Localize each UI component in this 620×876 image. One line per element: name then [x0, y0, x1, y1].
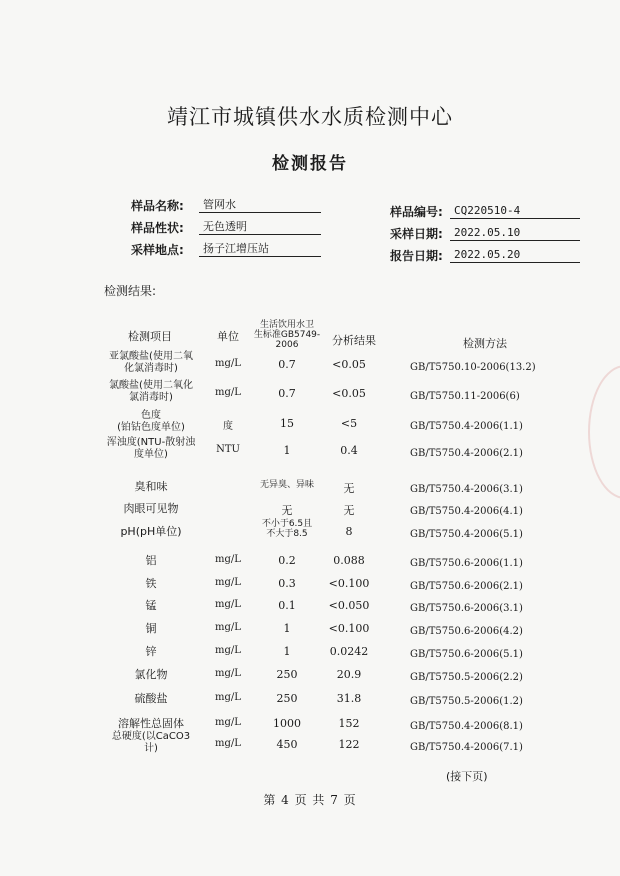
row-standard — [250, 444, 324, 457]
report-date-label: 报告日期: — [390, 249, 443, 263]
row-result: 122 — [338, 738, 360, 751]
row-method: GB/T5750.4-2006(4.1) — [410, 506, 523, 517]
sample-name-label: 样品名称: — [131, 199, 184, 213]
row-item-line: 计) — [144, 743, 158, 754]
row-result: <0.050 — [328, 599, 370, 612]
row-result: <0.05 — [332, 358, 366, 371]
row-item-line: 浑浊度(NTU-散射浊 — [106, 437, 196, 448]
row-standard-line: 无异臭、异味 — [259, 480, 314, 490]
row-method: GB/T5750.6-2006(4.2) — [410, 626, 523, 637]
row-result: 无 — [343, 504, 355, 517]
header-method: 检测方法 — [463, 337, 507, 350]
row-item-line: 氯化物 — [134, 668, 168, 681]
row-method: GB/T5750.6-2006(5.1) — [410, 649, 523, 660]
row-method: GB/T5750.4-2006(2.1) — [410, 448, 523, 459]
row-method: GB/T5750.4-2006(5.1) — [410, 529, 523, 540]
row-standard — [250, 577, 324, 590]
page-footer: 第 4 页 共 7 页 — [263, 793, 357, 807]
sample-property-label: 样品性状: — [131, 221, 184, 235]
row-item — [96, 500, 206, 516]
row-result: 8 — [345, 525, 353, 538]
row-result: <0.100 — [328, 577, 370, 590]
row-unit: 度 — [223, 421, 233, 432]
row-standard-line: 250 — [276, 668, 298, 681]
row-item — [96, 575, 206, 591]
row-standard-line: 0.3 — [278, 577, 296, 590]
row-result: 无 — [343, 482, 355, 495]
row-item — [96, 523, 206, 539]
row-method: GB/T5750.6-2006(3.1) — [410, 603, 523, 614]
row-result: 0.088 — [333, 554, 365, 567]
row-item-line: 氯酸盐(使用二氧化 — [109, 380, 193, 391]
red-seal-stamp — [588, 365, 620, 499]
row-item — [96, 731, 206, 755]
row-item-line: 度单位) — [134, 449, 168, 460]
row-item-line: pH(pH单位) — [120, 525, 182, 538]
row-item — [96, 715, 206, 731]
row-result: <0.100 — [328, 622, 370, 635]
row-standard-line: 450 — [276, 738, 298, 751]
row-standard — [250, 387, 324, 400]
row-item — [96, 620, 206, 636]
row-method: GB/T5750.6-2006(2.1) — [410, 581, 523, 592]
row-standard — [250, 417, 324, 430]
row-item-line: (铂钴色度单位) — [117, 422, 185, 433]
row-item-line: 亚氯酸盐(使用二氧 — [109, 351, 193, 362]
row-unit: NTU — [216, 444, 240, 455]
row-item-line: 铝 — [145, 554, 157, 567]
row-unit: mg/L — [215, 692, 241, 703]
report-title: 检测报告 — [272, 154, 348, 174]
row-standard — [250, 554, 324, 567]
row-item-line: 氯消毒时) — [129, 392, 173, 403]
row-result: 31.8 — [336, 692, 362, 705]
row-standard-line: 1 — [283, 444, 291, 457]
header-item: 检测项目 — [128, 330, 172, 343]
row-unit: mg/L — [215, 717, 241, 728]
row-standard-line: 0.7 — [278, 358, 296, 371]
sampling-location-label: 采样地点: — [131, 243, 184, 257]
row-unit: mg/L — [215, 738, 241, 749]
row-item — [96, 690, 206, 706]
row-method: GB/T5750.6-2006(1.1) — [410, 558, 523, 569]
row-standard — [250, 738, 324, 751]
row-item — [96, 380, 206, 404]
row-standard — [250, 480, 324, 490]
row-item-line: 锌 — [145, 645, 157, 658]
row-method: GB/T5750.5-2006(1.2) — [410, 696, 523, 707]
row-unit: mg/L — [215, 387, 241, 398]
row-unit: mg/L — [215, 645, 241, 656]
row-standard-line: 0.1 — [278, 599, 296, 612]
row-method: GB/T5750.10-2006(13.2) — [410, 362, 536, 373]
row-item-line: 铁 — [145, 577, 157, 590]
row-standard-line: 1 — [283, 622, 291, 635]
row-unit: mg/L — [215, 622, 241, 633]
report-date-value: 2022.05.20 — [450, 248, 580, 263]
row-standard — [250, 622, 324, 635]
row-method: GB/T5750.4-2006(3.1) — [410, 484, 523, 495]
row-standard — [250, 599, 324, 612]
sample-property-value: 无色透明 — [199, 220, 321, 235]
row-standard-line: 不小于6.5且 — [261, 519, 313, 529]
row-standard-line: 不大于8.5 — [266, 529, 308, 539]
sampling-date-value: 2022.05.10 — [450, 226, 580, 241]
sample-name-value: 管网水 — [199, 198, 321, 213]
row-item — [96, 351, 206, 375]
row-method: GB/T5750.11-2006(6) — [410, 391, 520, 402]
row-item-line: 臭和味 — [134, 480, 168, 493]
row-standard — [250, 668, 324, 681]
row-item-line: 化氯消毒时) — [124, 363, 178, 374]
row-standard-line: 无 — [281, 504, 293, 517]
row-standard — [250, 692, 324, 705]
row-result: 0.0242 — [329, 645, 369, 658]
row-item-line: 锰 — [145, 599, 157, 612]
row-result: <5 — [340, 417, 358, 430]
sample-code-label: 样品编号: — [390, 205, 443, 219]
header-result: 分析结果 — [332, 334, 376, 347]
row-standard — [250, 519, 324, 539]
row-result: 152 — [338, 717, 360, 730]
row-item — [96, 552, 206, 568]
sampling-date-label: 采样日期: — [390, 227, 443, 241]
row-method: GB/T5750.5-2006(2.2) — [410, 672, 523, 683]
row-unit: mg/L — [215, 358, 241, 369]
row-item-line: 溶解性总固体 — [118, 717, 184, 730]
row-result: 0.4 — [340, 444, 358, 457]
row-standard — [250, 358, 324, 371]
row-standard-line: 250 — [276, 692, 298, 705]
row-item — [96, 666, 206, 682]
row-unit: mg/L — [215, 554, 241, 565]
row-item — [96, 437, 206, 461]
header-unit: 单位 — [217, 330, 239, 343]
row-item — [96, 643, 206, 659]
continued-note: (接下页) — [446, 770, 488, 783]
row-item — [96, 410, 206, 434]
row-method: GB/T5750.4-2006(1.1) — [410, 421, 523, 432]
row-unit: mg/L — [215, 577, 241, 588]
results-heading: 检测结果: — [104, 284, 157, 298]
sampling-location-value: 扬子江增压站 — [199, 242, 321, 257]
row-unit: mg/L — [215, 599, 241, 610]
row-item-line: 铜 — [145, 622, 157, 635]
row-standard-line: 1000 — [273, 717, 301, 730]
row-item — [96, 597, 206, 613]
row-standard-line: 0.2 — [278, 554, 296, 567]
row-result: <0.05 — [332, 387, 366, 400]
header-standard: 生活饮用水卫 生标准GB5749- 2006 — [253, 320, 321, 350]
row-standard-line: 0.7 — [278, 387, 296, 400]
row-standard — [250, 717, 324, 730]
row-item-line: 色度 — [141, 410, 161, 421]
organization-name: 靖江市城镇供水水质检测中心 — [167, 105, 453, 129]
row-method: GB/T5750.4-2006(8.1) — [410, 721, 523, 732]
row-item-line: 总硬度(以CaCO3 — [111, 731, 191, 742]
row-standard — [250, 502, 324, 518]
sample-code-value: CQ220510-4 — [450, 204, 580, 219]
row-item-line: 肉眼可见物 — [123, 502, 179, 515]
row-item-line: 硫酸盐 — [134, 692, 168, 705]
row-standard-line: 1 — [283, 645, 291, 658]
row-method: GB/T5750.4-2006(7.1) — [410, 742, 523, 753]
row-result: 20.9 — [336, 668, 362, 681]
row-standard — [250, 645, 324, 658]
row-unit: mg/L — [215, 668, 241, 679]
row-standard-line: 15 — [280, 417, 294, 430]
row-item — [96, 478, 206, 494]
